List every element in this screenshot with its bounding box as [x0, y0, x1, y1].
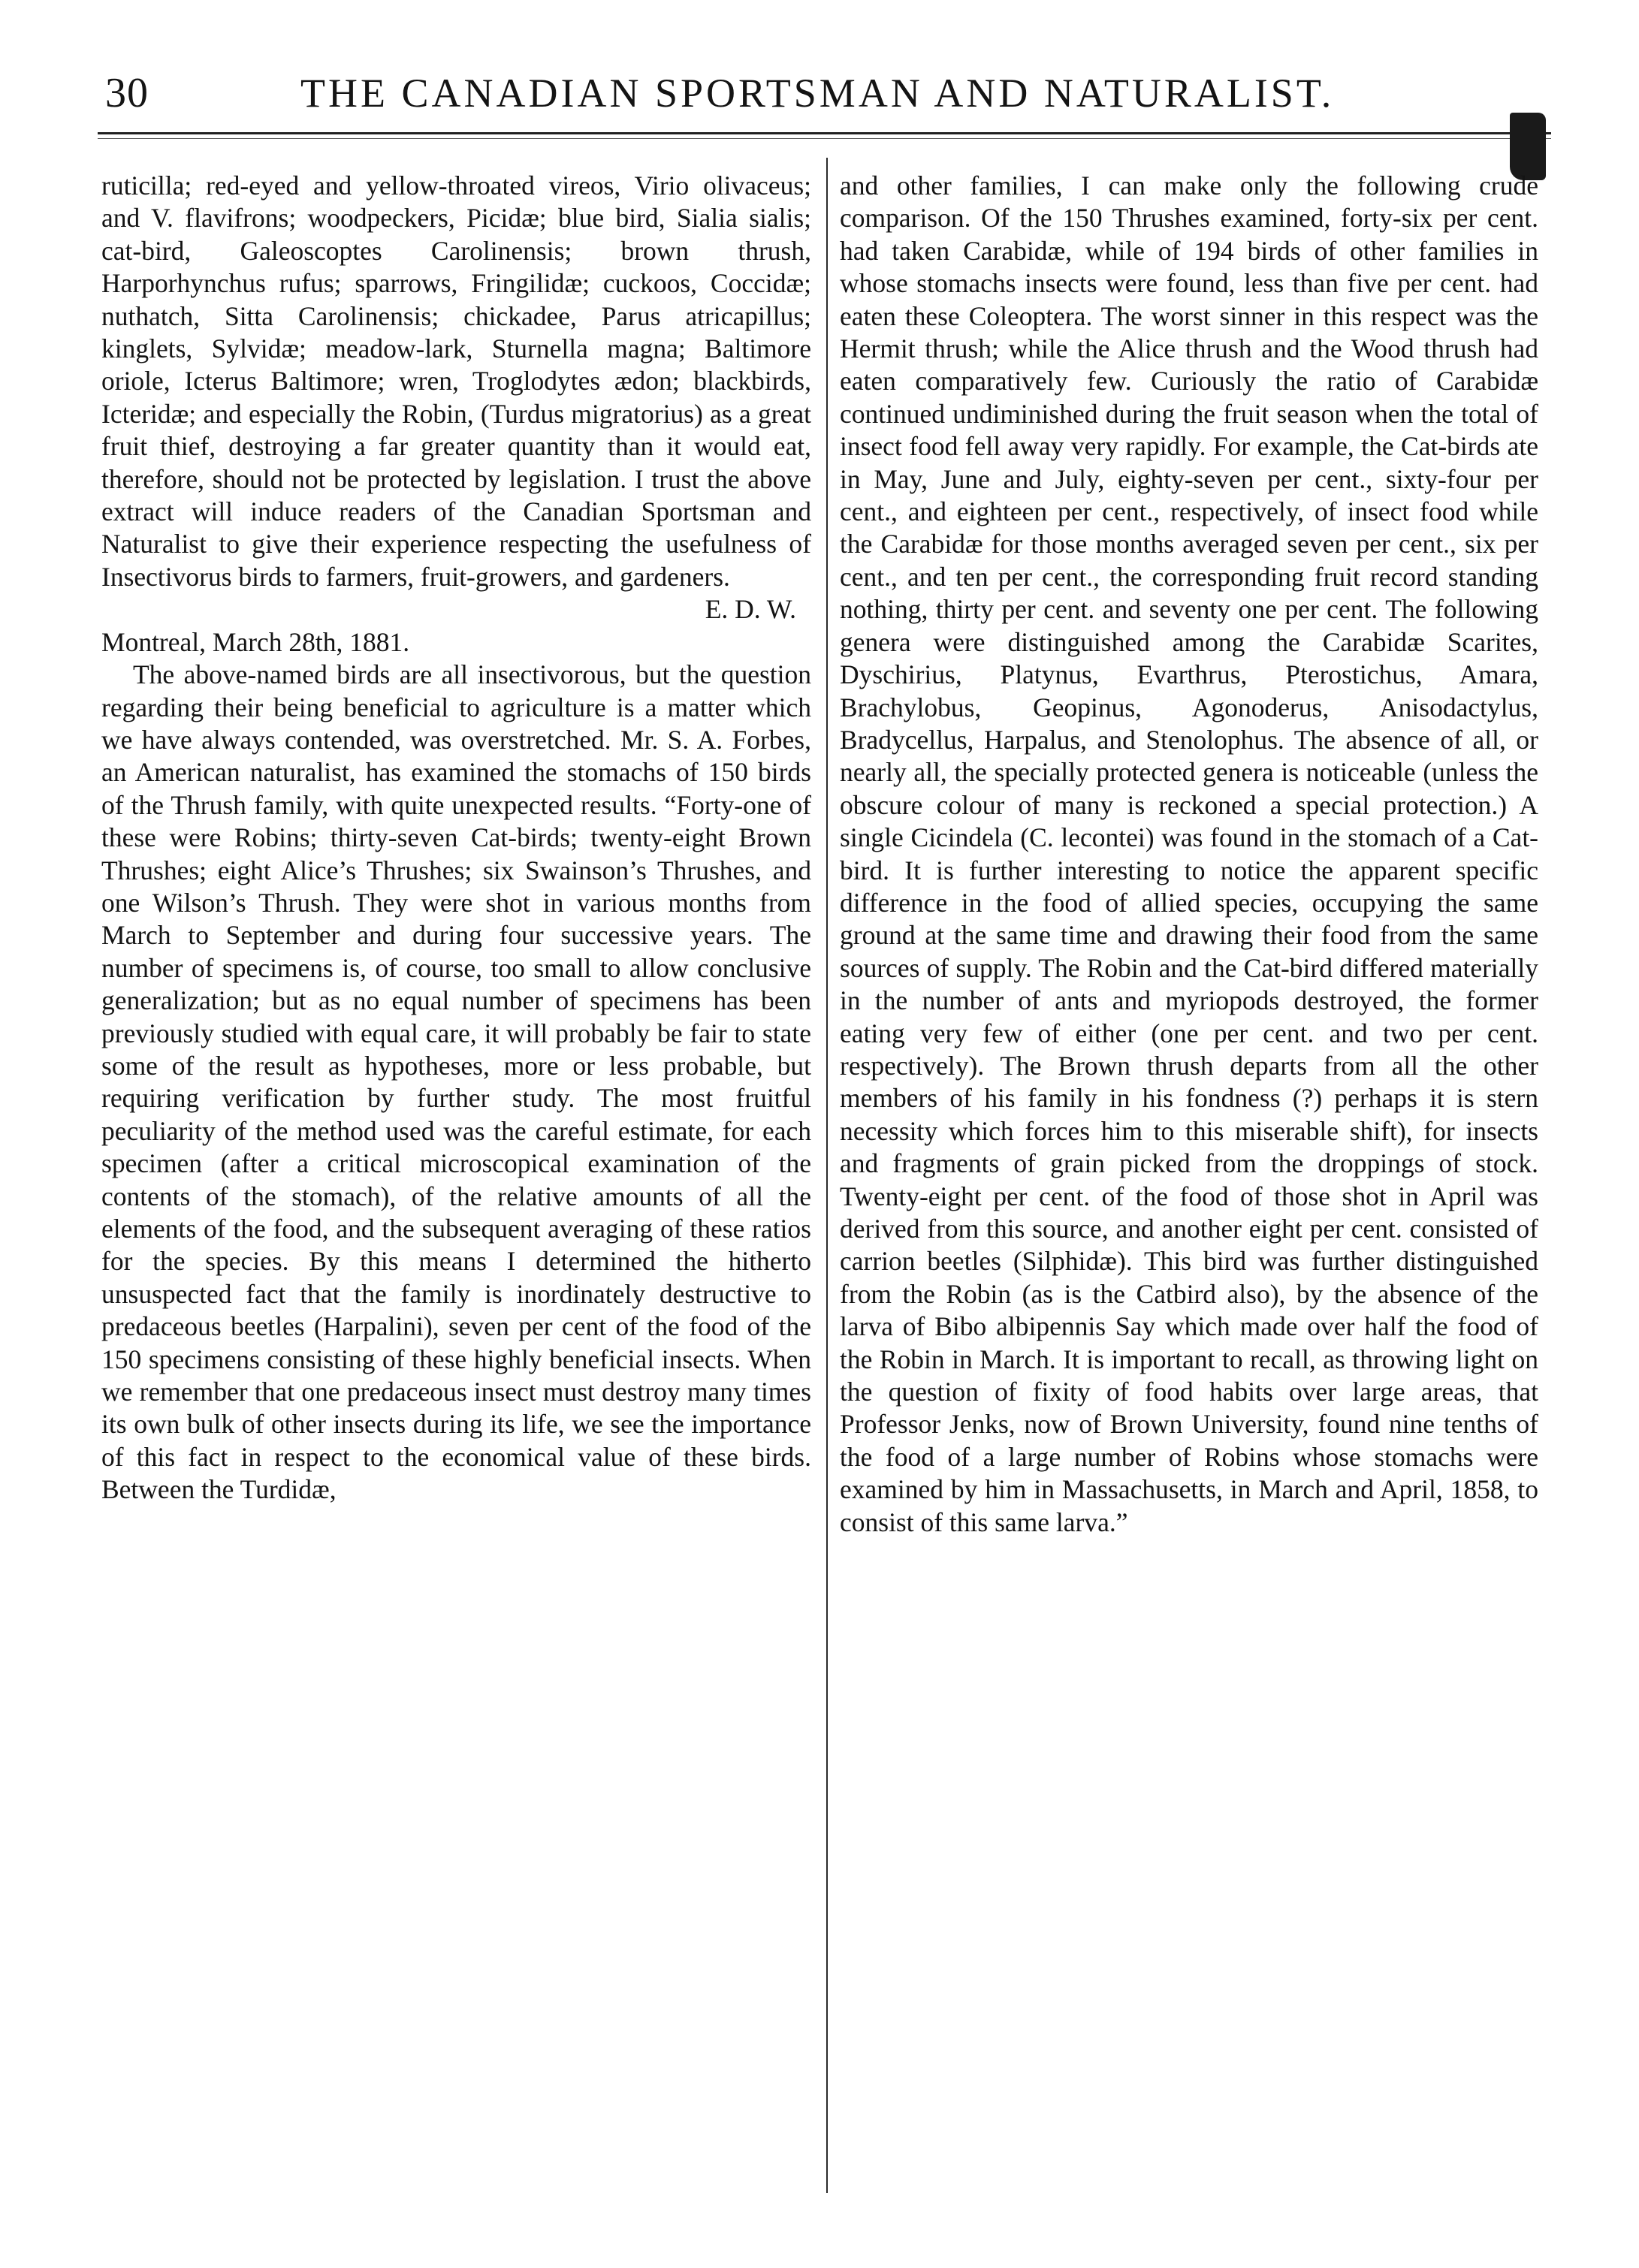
left-paragraph-editorial: The above-named birds are all insectivorous, but the question regarding their being beneficial to agriculture is a matter which we have always contended, was overstretched. Mr. S. A. Forbes, an American naturalist, has examined the stomachs of 150 birds of the Thrush family, with quite unexpected results. “Forty-one of these were Robins; thirty-seven Cat-birds; twenty-eight Brown Thrushes; eight Alice’s Thrushes; six Swainson’s Thrushes, and one Wilson’s Thrush. They were shot in various months from March to September and during four successive years. The number of specimens is, of course, too small to allow conclusive generalization; but as no equal number of specimens has been previously studied with equal care, it will probably be fair to state some of the result as hypotheses, more or less probable, but requiring verification by further study. The most fruitful peculiarity of the method used was the careful estimate, for each specimen (after a critical microscopical examination of the contents of the stomach), of the relative amounts of all the elements of the food, and the subsequent averaging of these ratios for the species. By this means I determined the hitherto unsuspected fact that the family is inordinately destructive to predaceous beetles (Harpalini), seven per cent of the food of the 150 specimens consisting of these highly beneficial insects. When we remember that one predaceous insect must destroy many times its own bulk of other insects during its life, we see the importance of this fact in respect to the economical value of these birds. Between the Turdidæ, — [101, 659, 811, 1505]
left-paragraph-continuation: ruticilla; red-eyed and yellow-throated vireos, Virio olivaceus; and V. flavifrons; woodpeckers, Picidæ; blue bird, Sialia sialis; cat-bird, Galeoscoptes Carolinensis; brown thrush, Harporhynchus rufus; sparrows, Fringilidæ; cuckoos, Coccidæ; nuthatch, Sitta Carolinensis; chickadee, Parus atricapillus; kinglets, Sylvidæ; meadow-lark, Sturnella magna; Baltimore oriole, Icterus Baltimore; wren, Troglodytes ædon; blackbirds, Icteridæ; and especially the Robin, (Turdus migratorius) as a great fruit thief, destroying a far greater quantity than it would eat, therefore, should not be protected by legislation. I trust the above extract will induce readers of the Canadian Sportsman and Naturalist to give their experience respecting the usefulness of Insectivorus birds to farmers, fruit-growers, and gardeners. — [101, 170, 811, 592]
header-rule-thin — [98, 138, 1551, 139]
right-column — [840, 170, 1538, 1539]
column-divider — [826, 158, 828, 2193]
dateline: Montreal, March 28th, 1881. — [101, 626, 410, 657]
right-paragraph-continuation: and other families, I can make only the following crude comparison. Of the 150 Thrushes examined, forty-six per cent. had taken Carabidæ, while of 194 birds of other families in whose stomachs insects were found, less than five per cent. had eaten these Coleoptera. The worst sinner in this respect was the Hermit thrush; while the Alice thrush and the Wood thrush had eaten comparatively few. Curiously the ratio of Carabidæ continued undiminished during the fruit season when the total of insect food fell away very rapidly. For example, the Cat-birds ate in May, June and July, eighty-seven per cent., sixty-four per cent., and eighteen per cent., respectively, of insect food while the Carabidæ for those months averaged seven per cent., six per cent., and ten per cent., the corresponding fruit record standing nothing, thirty per cent. and seventy one per cent. The following genera were distinguished among the Carabidæ Scarites, Dyschirius, Platynus, Evarthrus, Pterostichus, Amara, Brachylobus, Geopinus, Agonoderus, Anisodactylus, Bradycellus, Harpalus, and Stenolophus. The absence of all, or nearly all, the specially protected genera is noticeable (unless the obscure colour of many is reckoned a special protection.) A single Cicindela (C. lecontei) was found in the stomach of a Cat-bird. It is further interesting to notice the apparent specific difference in the food of allied species, occupying the same ground at the same time and drawing their food from the same sources of supply. The Robin and the Cat-bird differed materially in the number of ants and myriopods destroyed, the former eating very few of either (one per cent. and two per cent. respectively). The Brown thrush departs from all the other members of his family in his fondness (?) perhaps it is stern necessity which forces him to this miserable shift), for insects and fragments of grain picked from the droppings of stock. Twenty-eight per cent. of the food of those shot in April was derived from this source, and another eight per cent. consisted of carrion beetles (Silphidæ). This bird was further distinguished from the Robin (as is the Catbird also), by the absence of the larva of Bibo albipennis Say which made over half the food of the Robin in March. It is important to recall, as throwing light on the question of fixity of food habits over large areas, that Professor Jenks, now of Brown University, found nine tenths of the food of a large number of Robins whose stomachs were examined by him in Massachusetts, in March and April, 1858, to consist of this same larva.” — [840, 170, 1538, 1537]
running-title: THE CANADIAN SPORTSMAN AND NATURALIST. — [300, 71, 1335, 116]
author-signature: E. D. W. — [705, 594, 796, 625]
left-column — [101, 170, 811, 1506]
header-rule — [98, 132, 1551, 134]
page-header — [105, 66, 1540, 126]
page-number: 30 — [105, 70, 149, 116]
